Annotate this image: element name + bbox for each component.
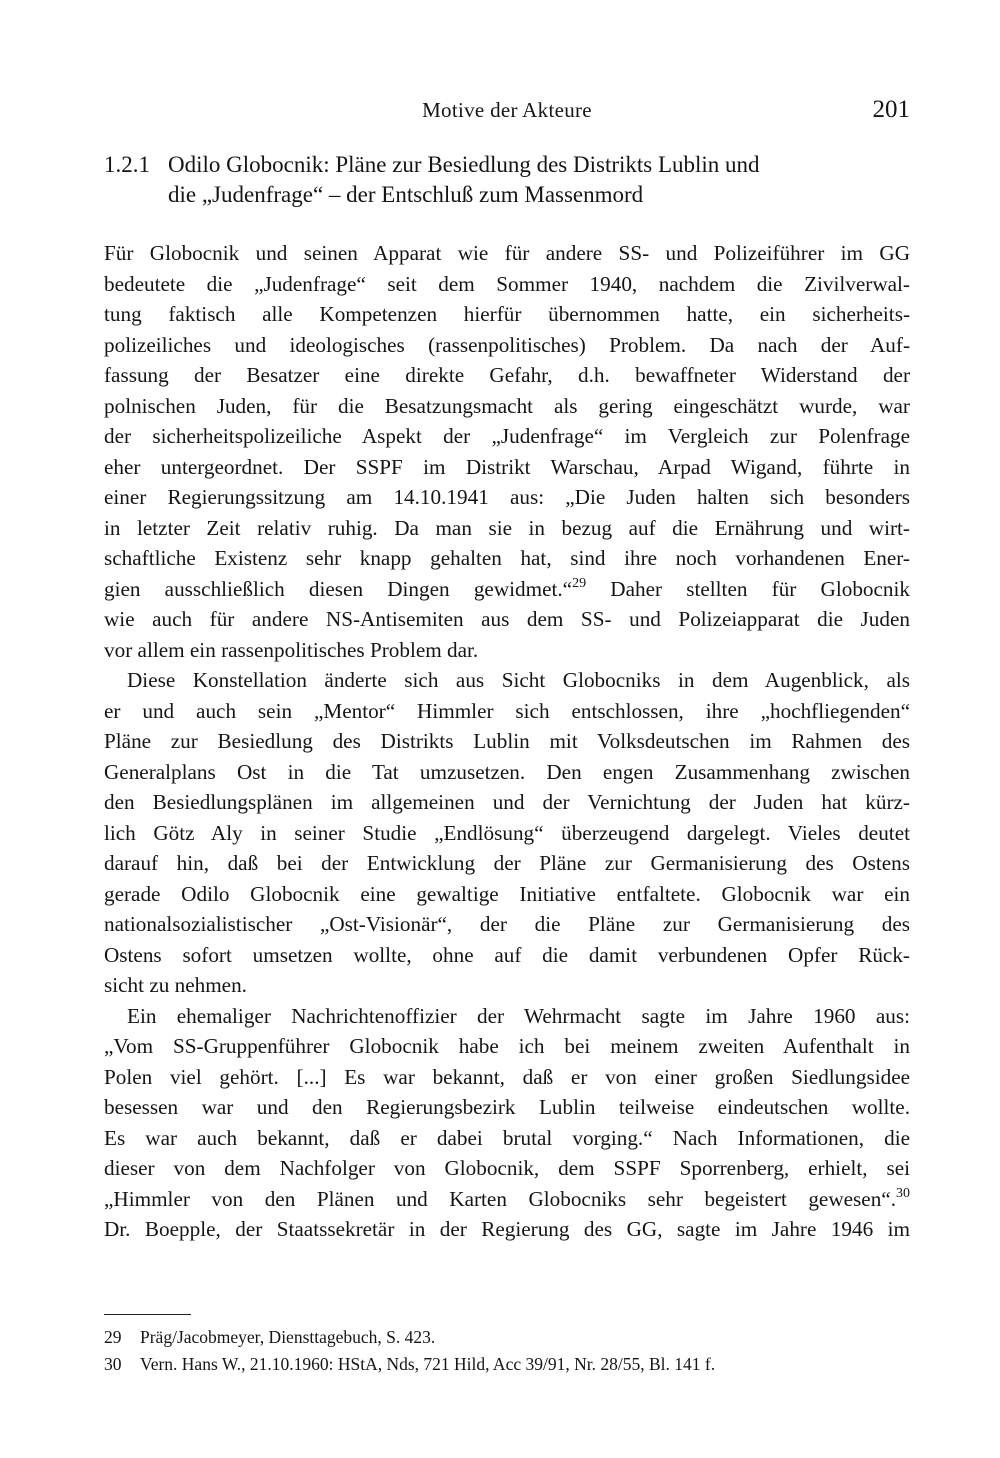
- text-line: nationalsozialistischer „Ost-Visionär“, der die Pläne zur Germanisierung des: [104, 912, 910, 936]
- text-line: einer Regierungssitzung am 14.10.1941 aus: „Die Juden halten sich besonders: [104, 485, 910, 509]
- text-line: Ostens sofort umsetzen wollte, ohne auf die damit verbundenen Opfer Rück-: [104, 942, 910, 967]
- footnote-reference: 30: [896, 1185, 910, 1201]
- section-number: 1.2.1: [104, 152, 150, 177]
- running-header: [104, 92, 910, 128]
- text-fragment: Daher stellten für Globocnik: [586, 576, 910, 601]
- text-line: gerade Odilo Globocnik eine gewaltige Initiative entfaltete. Globocnik war ein: [104, 881, 910, 906]
- text-line: den Besiedlungsplänen im allgemeinen und der Vernichtung der Juden hat kürz-: [104, 790, 910, 814]
- text-line: tung faktisch alle Kompetenzen hierfür übernommen hatte, ein sicherheits-: [104, 302, 910, 326]
- footnote-number: 30: [104, 1354, 122, 1374]
- text-line-with-footnote: [104, 1184, 910, 1215]
- text-line: Diese Konstellation änderte sich aus Sicht Globocniks in dem Augenblick, als: [127, 668, 910, 692]
- text-fragment: „Himmler von den Plänen und Karten Globocniks sehr begeistert gewesen“.: [104, 1186, 896, 1211]
- text-line: polizeiliches und ideologisches (rassenpolitisches) Problem. Da nach der Auf-: [104, 332, 910, 357]
- text-line: Dr. Boepple, der Staatssekretär in der Regierung des GG, sagte im Jahre 1946 im: [104, 1217, 910, 1241]
- section-heading: [104, 150, 910, 210]
- text-line: der sicherheitspolizeiliche Aspekt der „Judenfrage“ im Vergleich zur Polenfrage: [104, 424, 910, 448]
- footnote-number: 29: [104, 1327, 122, 1347]
- footnote-text: Vern. Hans W., 21.10.1960: HStA, Nds, 721 Hild, Acc 39/91, Nr. 28/55, Bl. 141 f.: [140, 1354, 716, 1374]
- text-line: fassung der Besatzer eine direkte Gefahr, d.h. bewaffneter Widerstand der: [104, 363, 910, 387]
- text-line: in letzter Zeit relativ ruhig. Da man sie in bezug auf die Ernährung und wirt-: [104, 515, 910, 540]
- body-text: [104, 238, 910, 1245]
- text-line: darauf hin, daß bei der Entwicklung der Pläne zur Germanisierung des Ostens: [104, 851, 910, 875]
- text-line: „Vom SS-Gruppenführer Globocnik habe ich bei meinem zweiten Aufenthalt in: [104, 1034, 910, 1058]
- text-line: eher untergeordnet. Der SSPF im Distrikt Warschau, Arpad Wigand, führte in: [104, 454, 910, 479]
- footnote-reference: 29: [572, 575, 587, 591]
- text-line: Für Globocnik und seinen Apparat wie für andere SS- und Polizeiführer im GG: [104, 241, 910, 265]
- text-line: dieser von dem Nachfolger von Globocnik, dem SSPF Sporrenberg, erhielt, sei: [104, 1156, 910, 1180]
- text-line: besessen war und den Regierungsbezirk Lublin teilweise eindeutschen wollte.: [104, 1095, 910, 1119]
- text-line: er und auch sein „Mentor“ Himmler sich entschlossen, ihre „hochfliegenden“: [104, 698, 910, 723]
- section-title-line-2: die „Judenfrage“ – der Entschluß zum Massenmord: [168, 182, 644, 207]
- text-line: Generalplans Ost in die Tat umzusetzen. Den engen Zusammenhang zwischen: [104, 759, 910, 784]
- text-line: Ein ehemaliger Nachrichtenoffizier der Wehrmacht sagte im Jahre 1960 aus:: [127, 1003, 910, 1028]
- text-line: schaftliche Existenz sehr knapp gehalten hat, sind ihre noch vorhandenen Ener-: [104, 546, 910, 570]
- footnotes: [104, 1324, 910, 1378]
- text-line: lich Götz Aly in seiner Studie „Endlösung“ überzeugend dargelegt. Vieles deutet: [104, 820, 910, 845]
- text-line: bedeutete die „Judenfrage“ seit dem Sommer 1940, nachdem die Zivilverwal-: [104, 271, 910, 296]
- footnote-divider: [104, 1314, 191, 1315]
- text-line: vor allem ein rassenpolitisches Problem dar.: [104, 637, 479, 662]
- text-fragment: gien ausschließlich diesen Dingen gewidmet.“: [104, 576, 573, 601]
- text-line: Polen viel gehört. [...] Es war bekannt, daß er von einer großen Siedlungsidee: [104, 1064, 910, 1089]
- text-line: Es war auch bekannt, daß er dabei brutal vorging.“ Nach Informationen, die: [104, 1125, 910, 1150]
- section-title-line-1: Odilo Globocnik: Pläne zur Besiedlung des Distrikts Lublin und: [168, 152, 760, 177]
- text-line: polnischen Juden, für die Besatzungsmacht als gering eingeschätzt wurde, war: [104, 393, 910, 418]
- footnote: [104, 1324, 910, 1351]
- footnote-text: Präg/Jacobmeyer, Diensttagebuch, S. 423.: [140, 1327, 436, 1347]
- running-title: Motive der Akteure: [422, 98, 592, 122]
- text-line: Pläne zur Besiedlung des Distrikts Lublin mit Volksdeutschen im Rahmen des: [104, 729, 910, 753]
- text-line: sicht zu nehmen.: [104, 973, 247, 997]
- text-line-with-footnote: [104, 574, 910, 605]
- text-line: wie auch für andere NS-Antisemiten aus dem SS- und Polizeiapparat die Juden: [104, 607, 910, 631]
- footnote: [104, 1351, 910, 1378]
- page-number: 201: [872, 96, 910, 123]
